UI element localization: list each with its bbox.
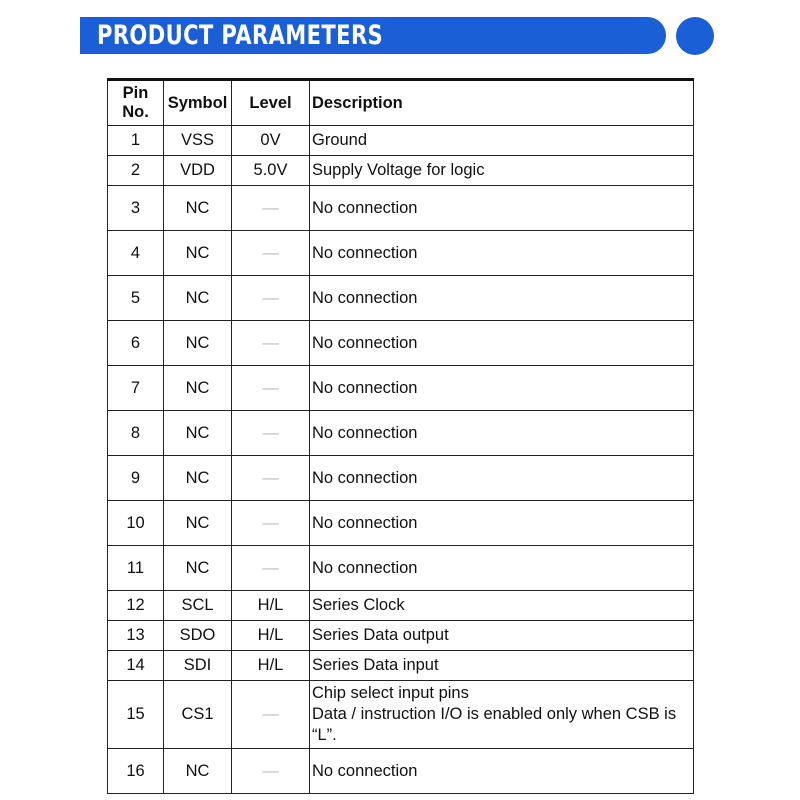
symbol-cell: NC — [164, 749, 232, 794]
symbol-cell: NC — [164, 321, 232, 366]
description-line: Data / instruction I/O is enabled only when CSB is “L”. — [312, 705, 677, 744]
level-cell: — — [232, 276, 310, 321]
description-cell — [310, 681, 694, 749]
table-row — [108, 321, 694, 366]
table-row — [108, 276, 694, 321]
description-cell: No connection — [310, 231, 694, 276]
table-row — [108, 501, 694, 546]
table-header-row — [108, 80, 694, 126]
pin-cell: 16 — [108, 749, 164, 794]
pin-cell: 4 — [108, 231, 164, 276]
description-line: Chip select input pins — [312, 684, 469, 702]
symbol-cell: SDO — [164, 621, 232, 651]
pin-cell: 12 — [108, 591, 164, 621]
table-row — [108, 621, 694, 651]
description-cell: No connection — [310, 366, 694, 411]
table-row — [108, 681, 694, 749]
symbol-cell: SDI — [164, 651, 232, 681]
pin-cell: 15 — [108, 681, 164, 749]
pin-cell: 1 — [108, 126, 164, 156]
pin-cell: 10 — [108, 501, 164, 546]
pin-cell: 2 — [108, 156, 164, 186]
header-description: Description — [310, 80, 694, 126]
table-row — [108, 651, 694, 681]
description-cell: No connection — [310, 456, 694, 501]
title-banner — [80, 17, 666, 54]
description-cell: No connection — [310, 749, 694, 794]
pin-cell: 14 — [108, 651, 164, 681]
table-row — [108, 591, 694, 621]
decorative-circle — [676, 17, 714, 55]
pin-cell: 9 — [108, 456, 164, 501]
symbol-cell: NC — [164, 546, 232, 591]
table-row — [108, 546, 694, 591]
symbol-cell: SCL — [164, 591, 232, 621]
level-cell: — — [232, 411, 310, 456]
description-cell: Series Clock — [310, 591, 694, 621]
symbol-cell: VDD — [164, 156, 232, 186]
table-row — [108, 456, 694, 501]
symbol-cell: NC — [164, 501, 232, 546]
level-cell: H/L — [232, 591, 310, 621]
symbol-cell: NC — [164, 276, 232, 321]
pin-cell: 7 — [108, 366, 164, 411]
level-cell: — — [232, 186, 310, 231]
pin-cell: 11 — [108, 546, 164, 591]
description-cell: No connection — [310, 501, 694, 546]
page-title: PRODUCT PARAMETERS — [97, 20, 384, 51]
header-symbol: Symbol — [164, 80, 232, 126]
level-cell: 0V — [232, 126, 310, 156]
table-row — [108, 366, 694, 411]
symbol-cell: CS1 — [164, 681, 232, 749]
header-level: Level — [232, 80, 310, 126]
description-cell: No connection — [310, 186, 694, 231]
pin-cell: 6 — [108, 321, 164, 366]
level-cell: — — [232, 501, 310, 546]
table-row — [108, 749, 694, 794]
description-cell: Series Data input — [310, 651, 694, 681]
table-row — [108, 186, 694, 231]
symbol-cell: NC — [164, 456, 232, 501]
level-cell: — — [232, 681, 310, 749]
pin-cell: 13 — [108, 621, 164, 651]
level-cell: — — [232, 456, 310, 501]
level-cell: H/L — [232, 651, 310, 681]
header-pin-no: Pin No. — [108, 80, 164, 126]
description-cell: Series Data output — [310, 621, 694, 651]
symbol-cell: NC — [164, 411, 232, 456]
description-cell: No connection — [310, 321, 694, 366]
level-cell: — — [232, 231, 310, 276]
symbol-cell: NC — [164, 186, 232, 231]
description-cell: Ground — [310, 126, 694, 156]
description-cell: No connection — [310, 276, 694, 321]
pin-cell: 8 — [108, 411, 164, 456]
pin-cell: 5 — [108, 276, 164, 321]
symbol-cell: NC — [164, 366, 232, 411]
level-cell: — — [232, 546, 310, 591]
pin-parameters-table — [107, 78, 694, 794]
level-cell: — — [232, 321, 310, 366]
table-row — [108, 231, 694, 276]
table-row — [108, 411, 694, 456]
table-row — [108, 126, 694, 156]
level-cell: H/L — [232, 621, 310, 651]
description-cell: Supply Voltage for logic — [310, 156, 694, 186]
description-cell: No connection — [310, 411, 694, 456]
level-cell: — — [232, 366, 310, 411]
pin-cell: 3 — [108, 186, 164, 231]
symbol-cell: NC — [164, 231, 232, 276]
symbol-cell: VSS — [164, 126, 232, 156]
description-cell: No connection — [310, 546, 694, 591]
level-cell: — — [232, 749, 310, 794]
table-row — [108, 156, 694, 186]
level-cell: 5.0V — [232, 156, 310, 186]
